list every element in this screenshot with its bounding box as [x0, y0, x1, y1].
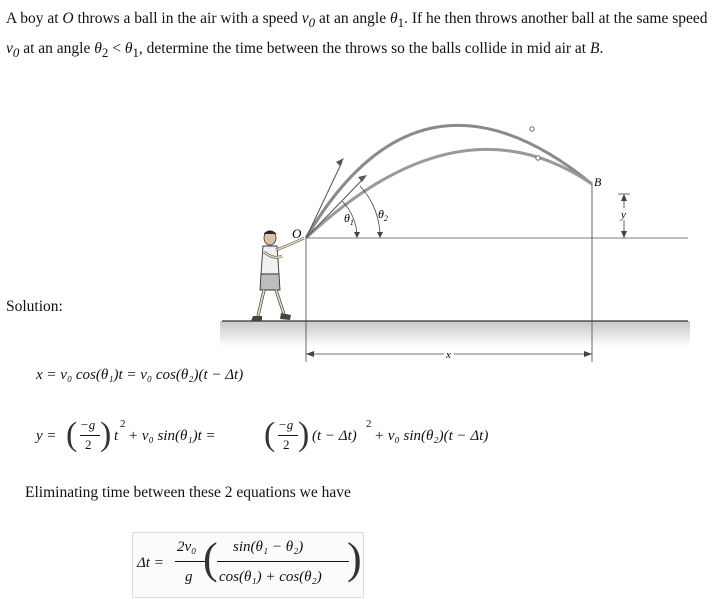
dt-lhs: Δt =: [137, 555, 164, 571]
dt-paren-right: ): [347, 534, 362, 583]
x-arrowhead-right: [584, 351, 592, 357]
frac1-bar: [80, 435, 100, 436]
dt-inner-denominator: cos(θ₁) + cos(θ₂): [219, 569, 322, 585]
y-arrowhead-bottom: [621, 231, 627, 238]
trajectory-marker-1: [530, 127, 534, 131]
velocity-direction-2: [306, 162, 342, 238]
velocity-direction-1: [306, 178, 364, 238]
speed-symbol-2: v: [6, 40, 13, 58]
trajectory-marker-2: [536, 156, 540, 160]
eq-y-mid2: + v₀ sin(θ₁)t =: [128, 428, 216, 444]
problem-text-5: at an angle: [19, 40, 95, 58]
frac2-bar: [278, 435, 298, 436]
problem-text-2: throws a ball in the air with a speed: [73, 10, 302, 27]
angle-arrow-theta1: [354, 232, 360, 238]
problem-text-6: , determine the time between the throws so the balls collide in mid air at: [138, 40, 590, 58]
problem-text-3: at an angle: [315, 10, 390, 27]
point-b-label: B: [590, 40, 600, 58]
figure-label-b: B: [594, 175, 602, 189]
eq-y-mid4: + v₀ sin(θ₂)(t − Δt): [374, 428, 489, 444]
theta2-subscript: 2: [101, 45, 109, 61]
dt-fraction-bar: [175, 561, 205, 562]
dt-numerator: 2v₀: [177, 539, 197, 555]
dt-inner-numerator: sin(θ₁ − θ₂): [233, 539, 304, 555]
y-arrowhead-top: [621, 194, 627, 201]
delta-t-result: [132, 532, 364, 598]
frac2-num: −g: [278, 417, 294, 432]
figure-svg: [220, 104, 690, 364]
paren-right-1: ): [100, 416, 112, 453]
frac2-den: 2: [283, 437, 290, 452]
frac1-num: −g: [80, 417, 96, 432]
eq-y-sq-2: 2: [366, 418, 372, 430]
eq-y-t: t: [114, 428, 119, 444]
dt-inner-fraction-bar: [217, 561, 349, 562]
problem-text-7: .: [599, 40, 604, 58]
theta1-subscript: 1: [397, 15, 405, 31]
theta1-symbol: θ: [389, 10, 398, 27]
projectile-figure: [220, 104, 690, 369]
theta1-symbol-2: θ: [124, 40, 133, 58]
theta1-subscript-2: 1: [132, 45, 139, 61]
x-dimension-label: x: [446, 349, 451, 361]
eliminating-text: Eliminating time between these 2 equations we have: [25, 484, 351, 501]
problem-text-4: . If he then throws another ball at the same speed: [404, 10, 708, 27]
frac1-den: 2: [85, 437, 92, 452]
speed-symbol: v: [301, 10, 309, 27]
speed-subscript-2: 0: [12, 45, 20, 61]
theta2-symbol: θ: [94, 40, 102, 58]
speed-subscript: 0: [308, 15, 316, 31]
boy-illustration: [251, 231, 304, 321]
equation-x: x = v₀ cos(θ₁)t = v₀ cos(θ₂)(t − Δt): [36, 367, 244, 383]
paren-left-1: (: [66, 416, 78, 453]
figure-label-o: O: [292, 226, 302, 241]
paren-left-2: (: [264, 416, 276, 453]
problem-text-1: A boy at: [6, 10, 63, 27]
dt-paren-left: (: [203, 534, 218, 583]
dt-denominator: g: [185, 569, 193, 585]
less-than: <: [108, 40, 125, 58]
x-arrowhead-left: [306, 351, 314, 357]
eq-y-sq-1: 2: [120, 418, 126, 430]
y-dimension-label: y: [621, 209, 626, 221]
ground-shading: [220, 321, 690, 347]
angle-arrow-theta2: [377, 232, 383, 238]
eq-y-lhs: y =: [36, 428, 57, 444]
eq-y-mid3: (t − Δt): [312, 428, 357, 444]
solution-label: Solution:: [6, 298, 63, 315]
paren-right-2: ): [298, 416, 310, 453]
velocity-arrowhead-2: [336, 158, 344, 166]
point-o-label: O: [62, 10, 74, 27]
problem-statement: [6, 6, 718, 66]
theta1-label: $\theta_1$: [344, 211, 354, 227]
theta2-label: $\theta_2$: [378, 207, 388, 223]
velocity-arrowhead-1: [358, 175, 367, 182]
